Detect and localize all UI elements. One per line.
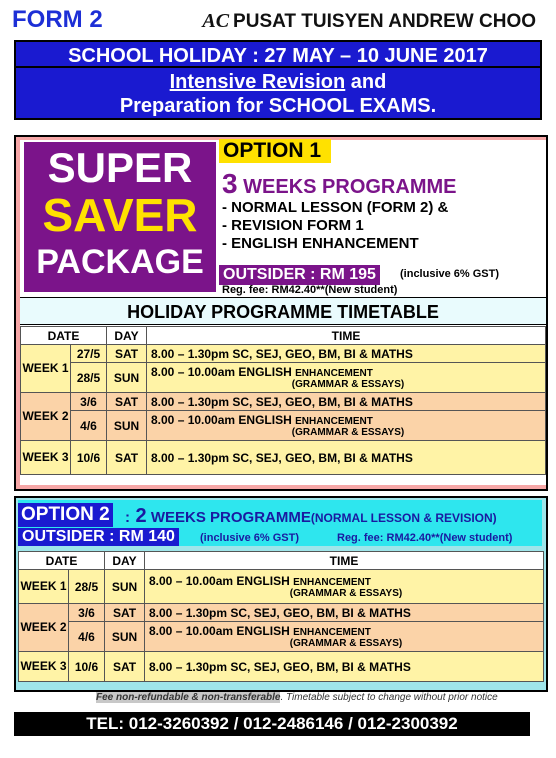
time-cell (147, 411, 546, 441)
header-time: TIME (145, 552, 544, 570)
option2-weeks-num: 2 (130, 505, 147, 527)
week-label: WEEK 1 (19, 570, 69, 604)
day-cell: SAT (105, 604, 145, 622)
super-line2: SAVER (42, 189, 198, 241)
option1-weeks-num: 3 (222, 168, 238, 199)
option1-title: OPTION 1 (219, 139, 331, 163)
option2-weeks-text: WEEKS PROGRAMME (146, 509, 311, 526)
option2-gst-note: (inclusive 6% GST) (200, 532, 300, 544)
revision-line2: Preparation for SCHOOL EXAMS. (119, 95, 437, 117)
week-label: WEEK 2 (21, 393, 71, 441)
super-saver-badge (24, 142, 216, 292)
brand (202, 10, 536, 33)
option2-price: OUTSIDER : RM 140 (18, 528, 179, 546)
day-cell: SAT (105, 652, 145, 682)
time-main: 8.00 – 10.00am ENGLISH (149, 574, 294, 588)
option1-bullet: - NORMAL LESSON (FORM 2) & (222, 199, 449, 216)
table-row (21, 363, 546, 393)
date-cell: 10/6 (69, 652, 105, 682)
table-row (21, 441, 546, 475)
table-header-row (19, 552, 544, 570)
time-small: ENHANCEMENT (295, 416, 373, 427)
time-main: 8.00 – 10.00am ENGLISH (149, 624, 294, 638)
option1-price: OUTSIDER : RM 195 (219, 265, 380, 285)
table-row (21, 411, 546, 441)
option1-weeks (222, 168, 456, 200)
option1-timetable (20, 326, 546, 475)
week-label: WEEK 3 (21, 441, 71, 475)
time-sub: (GRAMMAR & ESSAYS) (289, 638, 403, 649)
week-label: WEEK 2 (19, 604, 69, 652)
date-cell: 28/5 (69, 570, 105, 604)
date-cell: 3/6 (69, 604, 105, 622)
form-label: FORM 2 (12, 6, 103, 33)
footnote-highlight: Fee non-refundable & non-transferable (96, 692, 281, 703)
timetable-title: HOLIDAY PROGRAMME TIMETABLE (20, 297, 546, 325)
day-cell: SUN (105, 570, 145, 604)
time-cell: 8.00 – 1.30pm SC, SEJ, GEO, BM, BI & MATHS (145, 604, 544, 622)
day-cell: SUN (105, 622, 145, 652)
week-label: WEEK 1 (21, 345, 71, 393)
option2-reg-fee: Reg. fee: RM42.40**(New student) (337, 532, 513, 544)
brand-name: PUSAT TUISYEN ANDREW CHOO (233, 10, 536, 32)
option2-weeks-sub: (NORMAL LESSON & REVISION) (310, 511, 497, 525)
time-cell (147, 363, 546, 393)
time-cell: 8.00 – 1.30pm SC, SEJ, GEO, BM, BI & MATHS (147, 441, 546, 475)
super-line3: PACKAGE (36, 243, 204, 281)
time-small: ENHANCEMENT (293, 627, 371, 638)
date-cell: 4/6 (69, 622, 105, 652)
time-main: 8.00 – 10.00am ENGLISH (151, 413, 296, 427)
time-main: 8.00 – 10.00am ENGLISH (151, 365, 296, 379)
option2-weeks (125, 505, 497, 528)
time-sub: (GRAMMAR & ESSAYS) (291, 379, 405, 390)
option2-timetable (18, 551, 544, 682)
time-cell (145, 622, 544, 652)
option2-title: OPTION 2 (18, 503, 113, 527)
date-cell: 27/5 (71, 345, 107, 363)
date-cell: 10/6 (71, 441, 107, 475)
brand-logo: AC (202, 10, 230, 32)
option2-colon: : (125, 509, 130, 526)
time-small: ENHANCEMENT (295, 368, 373, 379)
revision-underlined: Intensive Revision (169, 71, 346, 93)
day-cell: SAT (107, 393, 147, 411)
time-cell: 8.00 – 1.30pm SC, SEJ, GEO, BM, BI & MATHS (147, 345, 546, 363)
date-cell: 4/6 (71, 411, 107, 441)
revision-banner (14, 68, 542, 120)
table-row (19, 622, 544, 652)
header-day: DAY (107, 327, 147, 345)
date-cell: 3/6 (71, 393, 107, 411)
header-time: TIME (147, 327, 546, 345)
date-cell: 28/5 (71, 363, 107, 393)
time-cell: 8.00 – 1.30pm SC, SEJ, GEO, BM, BI & MATHS (145, 652, 544, 682)
option1-gst-note: (inclusive 6% GST) (400, 268, 500, 280)
day-cell: SUN (107, 363, 147, 393)
time-cell (145, 570, 544, 604)
day-cell: SAT (107, 345, 147, 363)
super-line1: SUPER (47, 144, 193, 191)
footnote (96, 692, 498, 703)
day-cell: SAT (107, 441, 147, 475)
header-day: DAY (105, 552, 145, 570)
day-cell: SUN (107, 411, 147, 441)
week-label: WEEK 3 (19, 652, 69, 682)
option1-weeks-text: WEEKS PROGRAMME (237, 176, 457, 198)
table-row (19, 604, 544, 622)
table-row (21, 393, 546, 411)
time-sub: (GRAMMAR & ESSAYS) (291, 427, 405, 438)
footnote-rest: . Timetable subject to change without prior notice (280, 692, 498, 703)
header-date: DATE (19, 552, 105, 570)
holiday-banner: SCHOOL HOLIDAY : 27 MAY – 10 JUNE 2017 (14, 40, 542, 68)
revision-rest: and (345, 71, 387, 93)
option1-reg-fee: Reg. fee: RM42.40**(New student) (222, 284, 398, 296)
table-row (19, 652, 544, 682)
header-date: DATE (21, 327, 107, 345)
table-row (21, 345, 546, 363)
time-small: ENHANCEMENT (293, 577, 371, 588)
table-header-row (21, 327, 546, 345)
option1-bullet: - ENGLISH ENHANCEMENT (222, 235, 419, 252)
time-sub: (GRAMMAR & ESSAYS) (289, 588, 403, 599)
telephone-bar: TEL: 012-3260392 / 012-2486146 / 012-2300392 (14, 712, 530, 736)
option1-bullet: - REVISION FORM 1 (222, 217, 364, 234)
time-cell: 8.00 – 1.30pm SC, SEJ, GEO, BM, BI & MATHS (147, 393, 546, 411)
table-row (19, 570, 544, 604)
